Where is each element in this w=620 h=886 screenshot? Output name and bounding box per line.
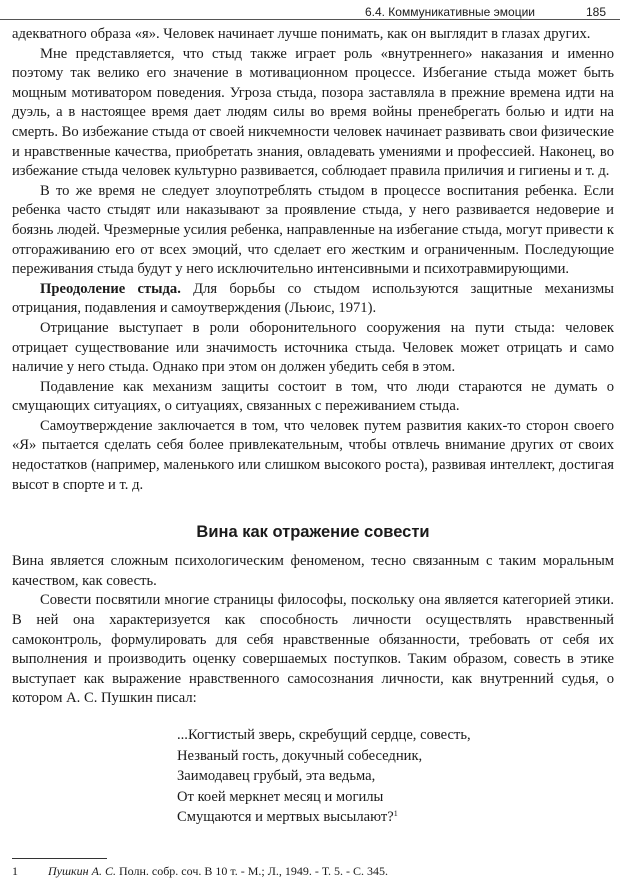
poem-quote — [177, 725, 614, 828]
paragraph: Отрицание выступает в роли оборонительного сооружения на пути стыда: человек отрицает существование или значимость источника стыда. Человек может отрицать и само наличие у него стыда. Однако при этом он должен убедить себя в этом. — [12, 319, 614, 376]
paragraph: Совести посвятили многие страницы философы, поскольку она является категорией этики. В ней она характеризуется как способность личности осуществлять нравственный самоконтроль, формулировать для себя нравственные обязанности, требовать от себя их выполнения и производить оценку совершаемых поступков. Таким образом, совесть в этике выступает как выражение нравственного самосознания личности, как внутренний судья, о котором А. С. Пушкин писал: — [12, 592, 614, 707]
poem-line-last — [177, 807, 614, 828]
header-rule — [0, 19, 620, 20]
section-heading: Вина как отражение совести — [196, 523, 430, 542]
paragraph-overcoming-shame — [12, 280, 614, 319]
footnote-mark: 1 — [393, 809, 398, 818]
footnote-rule — [12, 858, 107, 859]
footnote-text: Полн. собр. соч. В 10 т. - М.; Л., 1949. - Т. 5. - С. 345. — [115, 864, 388, 878]
poem-line: От коей меркнет месяц и могилы — [177, 788, 384, 805]
footnote-number: 1 — [12, 864, 18, 878]
header-section-title: 6.4. Коммуникативные эмоции — [364, 5, 535, 19]
running-header — [0, 1, 620, 19]
paragraph: Самоутверждение заключается в том, что человек путем развития каких-то сторон своего «Я» пытается сделать себя более привлекательным, чтобы отвлечь внимание других от своих недостатков (например, маленького или слишком высокого роста), развивая интеллект, достигая высот в спорте и т. д. — [12, 417, 614, 493]
poem-line: Незваный гость, докучный собеседник, — [177, 747, 423, 764]
footnote — [12, 864, 388, 878]
poem-line: ...Когтистый зверь, скребущий сердце, совесть, — [177, 727, 471, 743]
paragraph: Вина является сложным психологическим феноменом, тесно связанным с таким моральным качеством, как совесть. — [12, 553, 614, 589]
poem-line: Заимодавец грубый, эта ведьма, — [177, 768, 376, 784]
page-number: 185 — [585, 5, 606, 19]
paragraph: Мне представляется, что стыд также играет роль «внутреннего» наказания и именно поэтому так велико его значение в мотивационном процессе. Избегание стыда может быть мощным мотиватором поведения. Угроза стыда, позора заставляла в прежние времена идти на дуэль, а в настоящее время дает людям силы во время войны пренебрегать болью и идти на смерть. Во избежание стыда от своей никчемности человек начинает развивать свои физические и нравственные качества, приобретать знания, овладевать умениями и профессией. Наконец, во избежание стыда человек культурно развивается, соблюдает правила приличия и гигиены и т. д. — [12, 45, 614, 180]
page-body — [12, 25, 614, 828]
paragraph: адекватного образа «я». Человек начинает лучше понимать, как он выглядит в глазах других. — [12, 26, 591, 42]
paragraph: Подавление как механизм защиты состоит в том, что люди стараются не думать о смущающих ситуациях, о ситуациях, связанных с переживанием стыда. — [12, 378, 614, 415]
paragraph: В то же время не следует злоупотреблять стыдом в процессе воспитания ребенка. Если ребенка часто стыдят или наказывают за проявление стыда, у него развивается недоверие и боязнь людей. Чрезмерные усилия ребенка, направленные на избегание стыда, могут привести к отгораживанию его от всех эмоций, что сделает его жестким и ограниченным. Последующие переживания стыда будут у него исключительно интенсивными и психотравмирующими. — [12, 182, 614, 278]
poem-line: Смущаются и мертвых высылают? — [177, 809, 394, 825]
paragraph-text: Для борьбы со стыдом используются защитные механизмы отрицания, подавления и самоутверждения (Льюис, 1971). — [12, 280, 614, 317]
run-in-heading: Преодоление стыда. — [40, 280, 181, 297]
footnote-author: Пушкин А. С. — [48, 864, 116, 878]
